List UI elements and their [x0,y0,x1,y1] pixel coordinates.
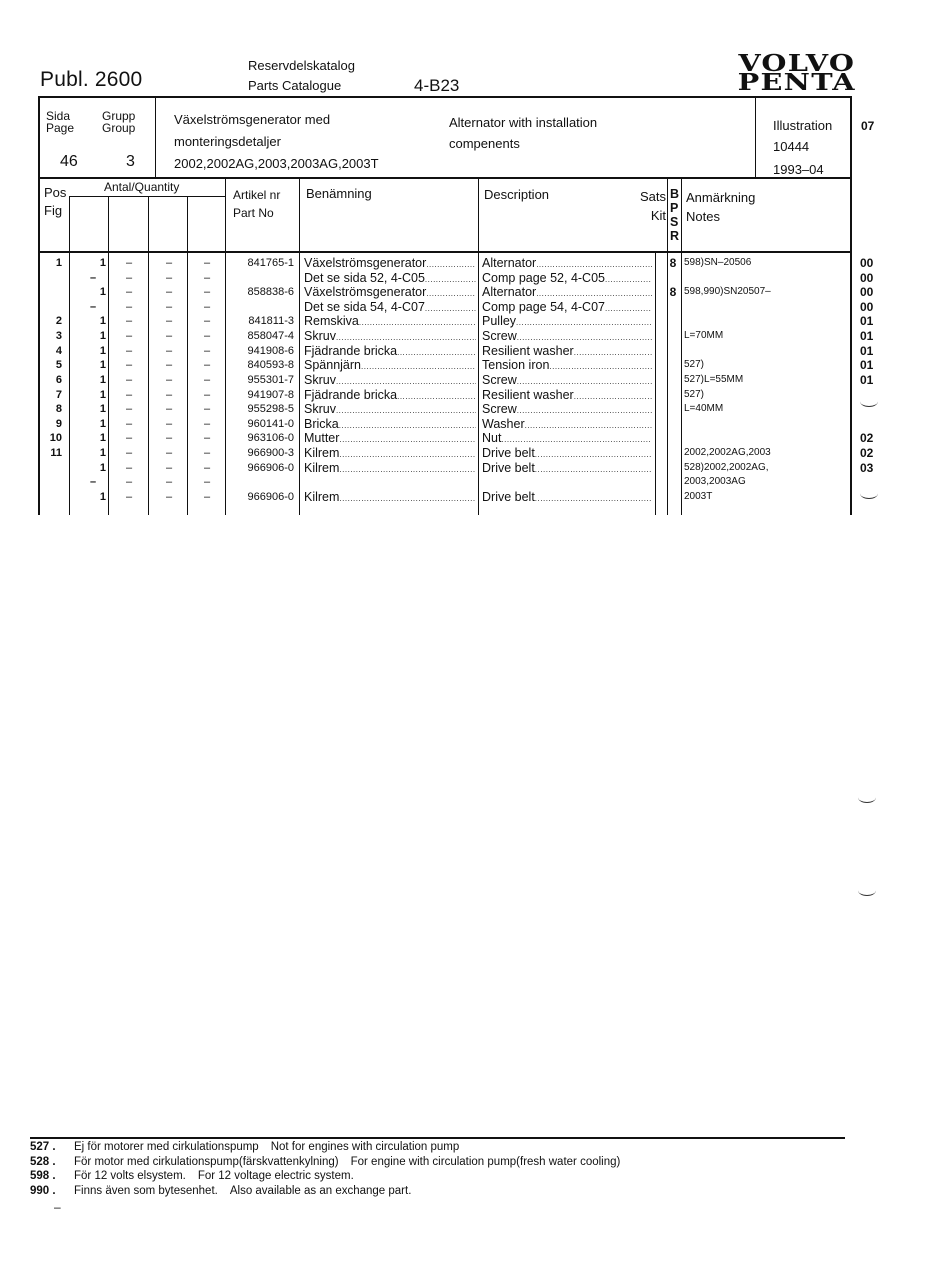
quantity-3-cell: – [165,271,173,284]
footnote-text-en: Also available as an exchange part. [229,1184,412,1197]
page-label-sv: Sida [46,109,71,123]
quantity-3-cell: – [165,461,173,474]
description-cell: Resilient washer ..... [482,344,652,361]
title-block-divider [155,96,156,179]
page-number: 46 [60,153,78,170]
bpsr-header [670,187,679,243]
description-cell: Screw ..... [482,373,652,390]
notes-cell: 2002,2002AG,2003 [684,447,771,459]
name-sv-cell: Fjädrande bricka ..... [304,344,476,361]
footnote [30,1141,459,1153]
footnote-text-sv: Finns även som bytesenhet. [74,1184,218,1197]
volvo-penta-logo [703,50,891,96]
description-cell: Resilient washer ..... [482,388,652,405]
name-sv-cell: Skruv ..... [304,373,476,390]
footnote-code: 527 . [30,1141,56,1153]
footnote-text-en: For engine with circulation pump(fresh water cooling) [350,1155,621,1168]
quantity-2-cell: – [125,330,133,343]
table-row [0,388,934,403]
table-row [0,431,934,446]
quantity-2-cell: – [125,447,133,460]
quantity-1-cell: – [89,300,97,313]
kit-header-sv: Sats [640,189,667,204]
margin-mark-cell: 01 [860,314,874,329]
quantity-1-cell: 1 [99,432,106,445]
notes-cell: 2003,2003AG [684,476,746,488]
margin-mark-cell: 02 [860,446,874,461]
pos-fig-header [44,184,66,220]
part-no-cell: 941907-8 [247,388,294,401]
pos-cell: 10 [49,432,62,445]
title-block-divider [755,98,756,178]
quantity-4-cell: – [203,432,211,445]
title-en-line1: Alternator with installation [449,115,598,130]
quantity-header-divider [69,196,225,197]
catalogue-title-sv: Reservdelskatalog [248,58,355,73]
description-header: Description [484,187,550,202]
quantity-2-cell: – [125,476,133,489]
margin-mark-cell: 01 [860,358,874,373]
page-label-en: Page [46,121,75,135]
margin-mark: 07 [861,119,875,133]
footnote-text-sv: För 12 volts elsystem. [74,1170,186,1182]
table-row [0,373,934,388]
quantity-2-cell: – [125,432,133,445]
pos-cell: 2 [55,315,62,328]
quantity-1-cell: 1 [99,344,106,357]
footer-mark: – [54,1200,61,1214]
scan-artifact [860,488,878,499]
table-row [0,285,934,300]
quantity-1-cell: 1 [99,490,106,503]
pos-cell: 9 [55,417,62,430]
quantity-1-cell: 1 [99,373,106,386]
page-label [46,110,74,134]
publication-number: Publ. 2600 [40,68,143,91]
quantity-3-cell: – [165,403,173,416]
quantity-2-cell: – [125,344,133,357]
quantity-4-cell: – [203,490,211,503]
name-sv-cell: Mutter ..... [304,431,476,448]
quantity-4-cell: – [203,286,211,299]
title-block-top-border [38,96,852,98]
description-cell: Comp page 52, 4-C05 ..... [482,271,652,288]
quantity-1-cell: 1 [99,330,106,343]
name-sv-cell: Det se sida 54, 4-C07 ..... [304,300,476,317]
revision-date: 1993–04 [773,162,824,177]
table-row [0,461,934,476]
table-row [0,475,934,490]
pos-cell: 3 [55,330,62,343]
description-cell: Screw ..... [482,402,652,419]
margin-mark-cell: 01 [860,329,874,344]
kit-header [640,187,666,225]
part-no-cell: 841765-1 [247,257,294,269]
quantity-2-cell: – [125,271,133,284]
quantity-3-cell: – [165,447,173,460]
part-no-cell: 955301-7 [247,373,294,386]
group-label-sv: Grupp [102,109,136,123]
engine-code: 4-B23 [414,76,460,95]
quantity-3-cell: – [165,388,173,401]
quantity-1-cell: 1 [99,403,106,416]
description-cell: Alternator ..... [482,256,652,273]
name-sv-header: Benämning [306,186,372,201]
quantity-3-cell: – [165,330,173,343]
description-cell: Pulley ..... [482,314,652,331]
margin-mark-cell: 00 [860,285,874,300]
part-no-cell: 966906-0 [247,490,294,503]
title-block-right-border [850,96,852,179]
quantity-2-cell: – [125,300,133,313]
quantity-1-cell: 1 [99,359,106,372]
quantity-3-cell: – [165,300,173,313]
quantity-4-cell: – [203,447,211,460]
notes-cell: 527)L=55MM [684,373,744,385]
quantity-header: Antal/Quantity [104,180,180,194]
footnote [30,1156,620,1168]
bpsr-s: S [670,215,679,229]
title-block-left-border [38,96,40,179]
margin-mark-cell: 00 [860,270,874,285]
name-sv-cell: Skruv ..... [304,402,476,419]
part-no-cell: 960141-0 [247,417,294,430]
table-row [0,446,934,461]
group-label [102,110,135,134]
name-sv-cell: Spännjärn ..... [304,358,476,375]
quantity-2-cell: – [125,388,133,401]
quantity-4-cell: – [203,271,211,284]
footnote [30,1185,411,1197]
logo-line-penta: PENTA [737,69,856,96]
notes-cell: L=40MM [684,403,724,415]
part-no-header-en: Part No [233,206,274,220]
quantity-3-cell: – [165,476,173,489]
notes-cell: 598,990)SN20507– [684,286,771,298]
quantity-1-cell: 1 [99,286,106,299]
footnote-text-en: For 12 voltage electric system. [197,1170,354,1182]
quantity-4-cell: – [203,388,211,401]
description-cell: Alternator ..... [482,285,652,302]
part-no-header [233,186,280,222]
part-no-cell: 858047-4 [247,330,294,343]
kit-header-en: Kit [650,208,666,223]
description-cell: Nut ..... [482,431,652,448]
group-number: 3 [126,153,135,170]
notes-cell: 527) [684,388,705,400]
quantity-2-cell: – [125,490,133,503]
notes-cell: 2003T [684,490,713,502]
table-row [0,271,934,286]
description-cell: Tension iron ..... [482,358,652,375]
footnote-code: 598 . [30,1170,56,1182]
notes-cell: 598)SN–20506 [684,257,752,268]
table-row [0,490,934,505]
engine-models: 2002,2002AG,2003,2003AG,2003T [174,156,379,171]
quantity-4-cell: – [203,417,211,430]
quantity-3-cell: – [165,490,173,503]
quantity-4-cell: – [203,461,211,474]
title-sv-line2: monteringsdetaljer [174,134,281,149]
footnote-separator [30,1137,845,1139]
table-row [0,300,934,315]
scan-artifact [858,885,876,896]
part-no-cell: 941908-6 [247,344,294,357]
margin-mark-cell: 01 [860,372,874,387]
name-sv-cell: Fjädrande bricka ..... [304,388,476,405]
quantity-3-cell: – [165,286,173,299]
part-no-cell: 840593-8 [247,359,294,372]
quantity-1-cell: 1 [99,461,106,474]
table-row [0,256,934,271]
pos-header: Pos [44,185,67,200]
quantity-1-cell: 1 [99,257,106,269]
quantity-2-cell: – [125,417,133,430]
name-sv-cell: Växelströmsgenerator ..... [304,256,476,273]
description-cell: Comp page 54, 4-C07 ..... [482,300,652,317]
description-cell: Drive belt ..... [482,490,652,507]
quantity-3-cell: – [165,344,173,357]
catalogue-title-en: Parts Catalogue [248,78,342,93]
fig-header: Fig [44,203,63,218]
part-no-cell: 966906-0 [247,461,294,474]
logo-line-volvo: VOLVO [738,50,856,77]
name-sv-cell: Kilrem ..... [304,490,476,507]
part-no-cell: 955298-5 [247,403,294,416]
illustration-label: Illustration [773,118,833,133]
title-block-bottom-border [38,177,852,179]
part-no-cell: 858838-6 [247,286,294,299]
quantity-4-cell: – [203,476,211,489]
margin-mark-cell: 00 [860,299,874,314]
table-row [0,417,934,432]
quantity-3-cell: – [165,257,173,269]
quantity-4-cell: – [203,300,211,313]
title-en-line2: compenents [449,136,520,151]
quantity-1-cell: 1 [99,447,106,460]
description-cell: Drive belt ..... [482,446,652,463]
notes-cell: 528)2002,2002AG, [684,461,769,473]
name-sv-cell: Kilrem ..... [304,446,476,463]
footnote-code: 990 . [30,1184,56,1197]
quantity-4-cell: – [203,330,211,343]
footnote-text-en: Not for engines with circulation pump [270,1141,460,1153]
quantity-2-cell: – [125,257,133,269]
quantity-3-cell: – [165,359,173,372]
description-cell: Screw ..... [482,329,652,346]
quantity-1-cell: 1 [99,315,106,328]
name-sv-cell: Bricka ..... [304,417,476,434]
part-no-cell: 841811-3 [248,315,294,328]
quantity-4-cell: – [203,373,211,386]
margin-mark-cell: 02 [860,431,874,446]
pos-cell: 11 [50,447,62,460]
group-label-en: Group [102,121,136,135]
margin-mark-cell: 03 [860,460,874,475]
quantity-2-cell: – [125,461,133,474]
bpsr-p: P [670,201,679,215]
name-sv-cell: Kilrem ..... [304,461,476,478]
table-row [0,402,934,417]
quantity-3-cell: – [165,417,173,430]
quantity-4-cell: – [203,359,211,372]
quantity-4-cell: – [203,403,211,416]
notes-header-en: Notes [686,209,720,224]
margin-mark-cell: 01 [860,343,874,358]
pos-cell: 6 [55,373,62,386]
quantity-4-cell: – [203,315,211,328]
footnote [30,1170,354,1182]
pos-cell: 8 [55,403,62,416]
name-sv-cell: Skruv ..... [304,329,476,346]
table-row [0,314,934,329]
bpsr-b: B [670,187,680,201]
table-row [0,358,934,373]
quantity-1-cell: 1 [99,388,106,401]
quantity-3-cell: – [165,373,173,386]
name-sv-cell: Det se sida 52, 4-C05 ..... [304,271,476,288]
bpsr-cell: 8 [669,256,677,270]
quantity-1-cell: – [89,271,97,284]
quantity-4-cell: – [203,344,211,357]
notes-cell: L=70MM [684,330,724,342]
quantity-1-cell: 1 [99,417,106,430]
quantity-2-cell: – [125,359,133,372]
footnote-code: 528 . [30,1155,56,1168]
part-no-header-sv: Artikel nr [233,188,281,202]
illustration-number: 10444 [773,139,810,154]
part-no-cell: 966900-3 [247,447,294,460]
quantity-2-cell: – [125,373,133,386]
notes-cell: 527) [684,359,705,371]
description-cell: Drive belt ..... [482,461,652,478]
footnote-text-sv: Ej för motorer med cirkulationspump [74,1141,259,1153]
quantity-2-cell: – [125,403,133,416]
pos-cell: 7 [55,388,62,401]
footnote-text-sv: För motor med cirkulationspump(färskvattenkylning) [74,1155,339,1168]
quantity-2-cell: – [125,315,133,328]
part-no-cell: 963106-0 [247,432,294,445]
pos-cell: 1 [55,257,62,269]
description-cell: Washer ..... [482,417,652,434]
pos-cell: 5 [55,359,62,372]
scan-artifact [858,792,876,803]
quantity-3-cell: – [165,315,173,328]
title-sv-line1: Växelströmsgenerator med [174,112,331,127]
notes-header-sv: Anmärkning [686,190,756,205]
name-sv-cell: Remskiva ..... [304,314,476,331]
scan-artifact [860,396,878,407]
quantity-2-cell: – [125,286,133,299]
pos-cell: 4 [55,344,62,357]
quantity-1-cell: – [89,476,97,489]
bpsr-cell: 8 [669,285,677,300]
margin-mark-cell: 00 [860,256,874,270]
name-sv-cell: Växelströmsgenerator ..... [304,285,476,302]
quantity-4-cell: – [203,257,211,269]
table-header-bottom-border [38,251,852,253]
table-row [0,329,934,344]
notes-header [686,188,755,226]
quantity-3-cell: – [165,432,173,445]
bpsr-r: R [670,229,680,243]
table-row [0,344,934,359]
